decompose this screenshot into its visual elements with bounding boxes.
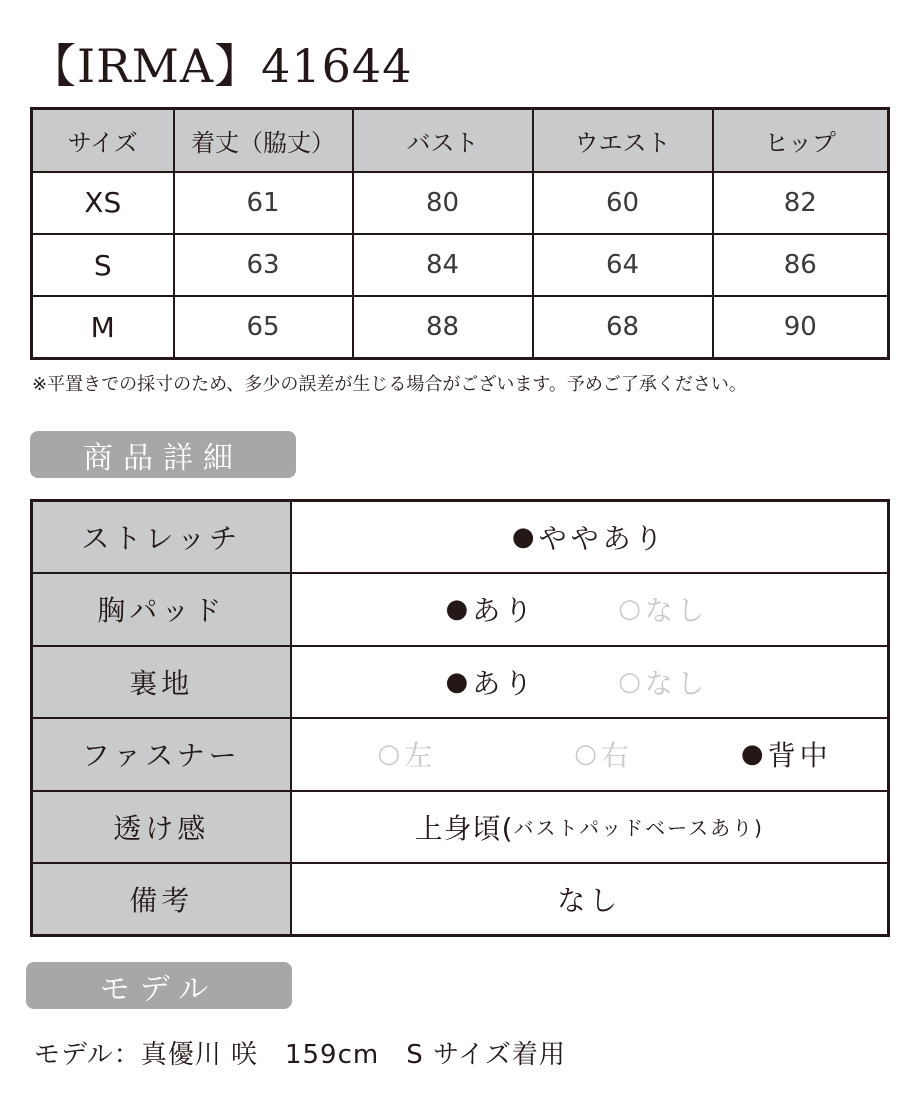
stretch-label: ストレッチ [32, 501, 291, 574]
lining-yes: あり [472, 666, 537, 700]
filled-circle-icon: ● [511, 522, 535, 552]
product-title: 【IRMA】41644 [30, 39, 413, 93]
zipper-label: ファスナー [32, 718, 291, 791]
detail-row-zipper [32, 718, 889, 791]
hip-cell: 90 [713, 296, 889, 358]
sheer-value-note: バストパッドベースあり) [513, 816, 764, 841]
empty-circle-icon: ○ [377, 739, 401, 770]
waist-cell: 68 [533, 296, 713, 358]
waist-cell: 60 [533, 172, 713, 234]
size-table [30, 107, 890, 360]
header-waist: ウエスト [533, 109, 713, 172]
empty-circle-icon: ○ [618, 666, 641, 697]
size-cell: XS [32, 172, 174, 234]
detail-row-remarks [32, 863, 889, 936]
hip-cell: 86 [713, 234, 889, 296]
lining-no: なし [644, 666, 709, 700]
size-cell: M [32, 296, 174, 358]
sheer-value: 上身頃( [414, 811, 514, 845]
detail-row-stretch [32, 501, 889, 574]
hip-cell: 82 [713, 172, 889, 234]
zipper-left: 左 [404, 739, 437, 773]
size-cell: S [32, 234, 174, 296]
size-table-header [32, 109, 889, 172]
details-heading: 商品詳細 [30, 431, 296, 478]
header-size: サイズ [32, 109, 174, 172]
stretch-value: ややあり [538, 522, 667, 555]
empty-circle-icon: ○ [618, 594, 641, 625]
remarks-value: なし [557, 884, 622, 917]
header-hip: ヒップ [713, 109, 889, 172]
bust-cell: 84 [353, 234, 533, 296]
measurement-note: ※平置きでの採寸のため、多少の誤差が生じる場合がございます。予めご了承ください。 [32, 374, 747, 395]
filled-circle-icon: ● [740, 739, 764, 770]
zipper-back: 背中 [767, 739, 832, 773]
bust-cell: 80 [353, 172, 533, 234]
filled-circle-icon: ● [445, 594, 469, 625]
length-cell: 65 [174, 296, 353, 358]
waist-cell: 64 [533, 234, 713, 296]
length-cell: 61 [174, 172, 353, 234]
chest-pad-yes: あり [472, 594, 537, 628]
bust-cell: 88 [353, 296, 533, 358]
empty-circle-icon: ○ [574, 739, 597, 770]
detail-row-sheer [32, 791, 889, 864]
chest-pad-label: 胸パッド [32, 573, 291, 646]
model-heading: モデル [26, 962, 292, 1009]
table-row [32, 172, 889, 234]
model-info: モデル：真優川 咲 159cm S サイズ着用 [34, 1040, 566, 1070]
remarks-label: 備考 [32, 863, 291, 936]
length-cell: 63 [174, 234, 353, 296]
header-bust: バスト [353, 109, 533, 172]
sheer-label: 透け感 [32, 791, 291, 864]
filled-circle-icon: ● [445, 666, 469, 697]
table-row [32, 234, 889, 296]
zipper-right: 右 [600, 739, 633, 773]
details-table [30, 499, 890, 937]
detail-row-lining [32, 646, 889, 719]
table-row [32, 296, 889, 358]
chest-pad-no: なし [644, 594, 709, 628]
header-length: 着丈（脇丈） [174, 109, 353, 172]
lining-label: 裏地 [32, 646, 291, 719]
detail-row-chest-pad [32, 573, 889, 646]
